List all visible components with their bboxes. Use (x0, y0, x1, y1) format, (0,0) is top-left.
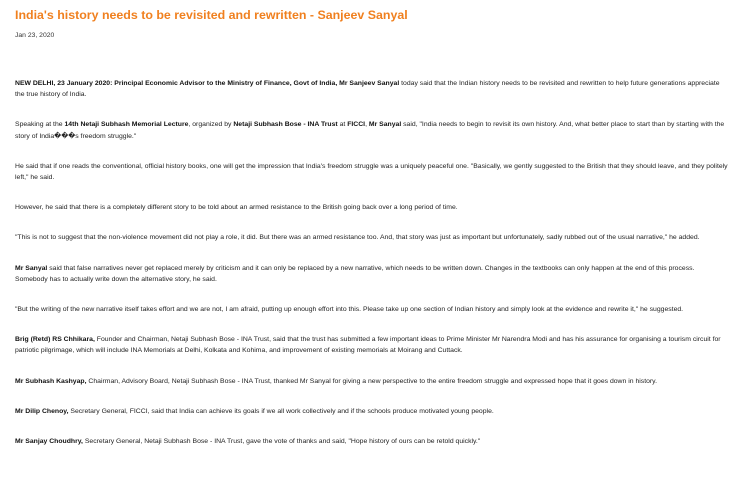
bold-text: FICCI (347, 121, 366, 129)
bold-text: Mr Sanyal (368, 121, 402, 129)
article-paragraph (15, 406, 729, 417)
paragraph-text: said, "India needs to begin to revisit its own history. And, what better place to start than by starting with the story of India���s freedom struggle." (15, 121, 725, 140)
paragraph-text: , organized by (188, 121, 234, 129)
bold-text: Mr Dilip Chenoy, (15, 407, 69, 415)
article-date: Jan 23, 2020 (15, 32, 55, 39)
article-paragraph (15, 304, 729, 315)
paragraph-text: Speaking at the (15, 121, 65, 129)
paragraph-text: "This is not to suggest that the non-violence movement did not play a role, it did. But there was an armed resistance too. And, that story was just as important but unfortunately, sadly rubbed out of the usual narrative," he added. (15, 234, 700, 242)
bold-text: Brig (Retd) RS Chhikara, (15, 336, 95, 344)
paragraph-text: today said that the Indian history needs to be revisited and rewritten to help future generations appreciate the true history of India. (15, 80, 720, 99)
article-paragraph (15, 161, 729, 183)
paragraph-text: Chairman, Advisory Board, Netaji Subhash Bose - INA Trust, thanked Mr Sanyal for giving a new perspective to the entire freedom struggle and expressed hope that it goes down in history. (86, 377, 657, 385)
bold-text: Mr Sanyal (15, 264, 48, 272)
article-paragraph (15, 232, 729, 243)
paragraph-text: Founder and Chairman, Netaji Subhash Bose - INA Trust, said that the trust has submitted a few important ideas to Prime Minister Mr Narendra Modi and has his assurance for organising a tourism circuit for patriotic pilgrimage, which will include INA Memorials at Delhi, Kolkata and Kohima, and improvement of existing memorials at Moirang and Cuttack. (15, 336, 721, 355)
article-paragraph (15, 334, 729, 356)
bold-text: Mr Sanjay Choudhry, (15, 438, 83, 446)
paragraph-text: "But the writing of the new narrative itself takes effort and we are not, I am afraid, putting up enough effort into this. Please take up one section of Indian history and simply look at the evidence and rewrite it," he suggested. (15, 306, 684, 314)
article-paragraph (15, 436, 729, 447)
article-body (15, 78, 729, 447)
paragraph-text: He said that if one reads the conventional, official history books, one will get the impression that India's freedom struggle was a uniquely peaceful one. "Basically, we gently suggested to the British that they should leave, and they politely left," he said. (15, 162, 728, 182)
article-paragraph (15, 202, 729, 213)
paragraph-text: Secretary General, FICCI, said that India can achieve its goals if we all work collectively and if the schools produce motivated young people. (68, 407, 494, 415)
paragraph-text: at (337, 121, 348, 129)
paragraph-text: , (365, 121, 369, 129)
bold-text: Mr Subhash Kashyap, (15, 377, 87, 385)
article-headline: India's history needs to be revisited and rewritten - Sanjeev Sanyal (15, 8, 408, 22)
paragraph-text: However, he said that there is a completely different story to be told about an armed resistance to the British going back over a long period of time. (15, 204, 458, 212)
article-paragraph (15, 263, 729, 285)
paragraph-text: Secretary General, Netaji Subhash Bose - INA Trust, gave the vote of thanks and said, "Hope history of ours can be retold quickly." (82, 438, 481, 446)
article-paragraph (15, 119, 729, 141)
paragraph-text: said that false narratives never get replaced merely by criticism and it can only be replaced by a new narrative, which needs to be written down. Changes in the textbooks can only happen at the end of this process. Somebody has to actually write down the alternative story, he said. (15, 264, 695, 283)
bold-text: Netaji Subhash Bose - INA Trust (233, 121, 338, 129)
bold-text: 14th Netaji Subhash Memorial Lecture (64, 121, 189, 129)
article-paragraph (15, 376, 729, 387)
article-paragraph (15, 78, 729, 100)
bold-text: NEW DELHI, 23 January 2020: Principal Economic Advisor to the Ministry of Finance, Govt of India, Mr Sanjeev Sanyal (15, 80, 400, 87)
